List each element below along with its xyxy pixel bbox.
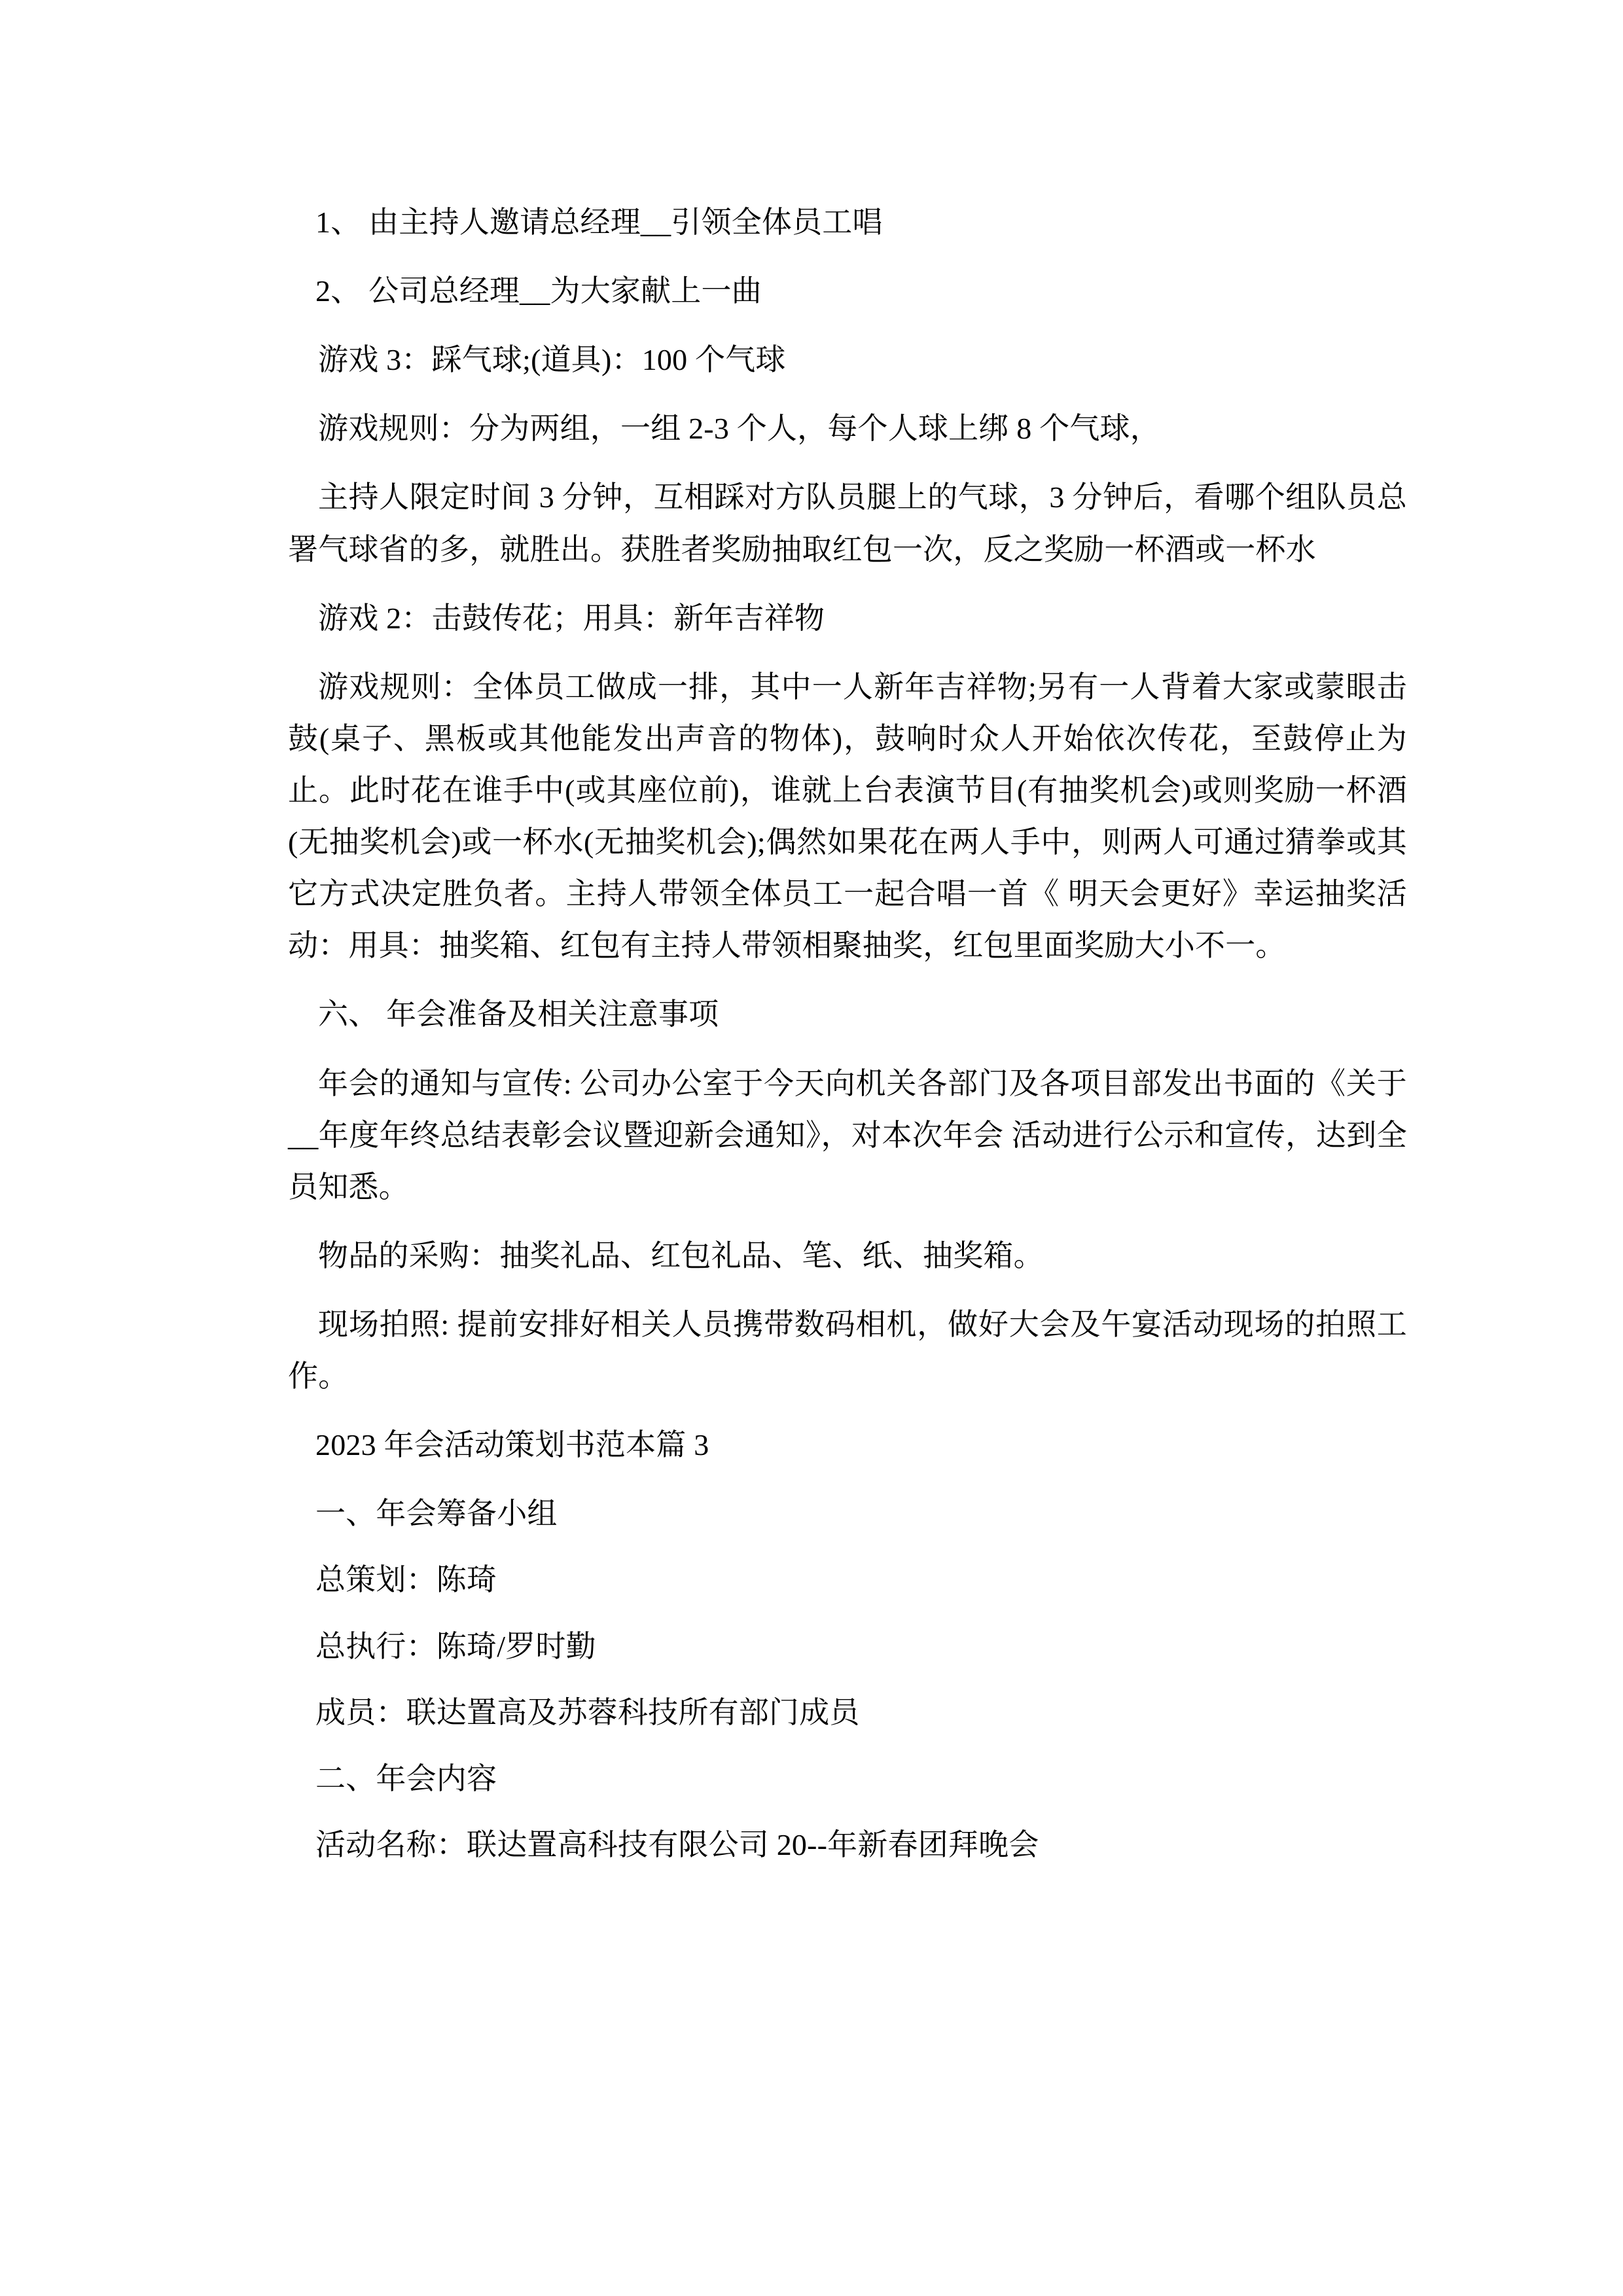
paragraph-4: 游戏规则：分为两组，一组 2-3 个人，每个人球上绑 8 个气球，	[318, 412, 1160, 446]
paragraph-5: 主持人限定时间 3 分钟，互相踩对方队员腿上的气球，3 分钟后，看哪个组队员总署气球省的多，就胜出。获胜者奖励抽取红包一次，反之奖励一杯酒或一杯水	[288, 480, 1407, 566]
paragraph-chief-executor: 总执行：陈琦/罗时勤	[315, 1629, 596, 1663]
paragraph-chief-planner: 总策划：陈琦	[315, 1563, 497, 1597]
document-body	[288, 196, 1407, 1871]
paragraph-1: 1、 由主持人邀请总经理__引领全体员工唱	[315, 206, 883, 239]
paragraph-activity-name: 活动名称：联达置高科技有限公司 20--年新春团拜晚会	[315, 1827, 1039, 1861]
paragraph-2: 2、 公司总经理__为大家献上一曲	[315, 274, 762, 308]
section-heading-one: 一、年会筹备小组	[315, 1497, 558, 1531]
paragraph-6: 游戏 2：击鼓传花；用具：新年吉祥物	[318, 601, 825, 635]
paragraph-11: 现场拍照: 提前安排好相关人员携带数码相机，做好大会及午宴活动现场的拍照工作。	[288, 1307, 1407, 1393]
section-heading-six: 六、 年会准备及相关注意事项	[318, 997, 719, 1031]
paragraph-3: 游戏 3：踩气球;(道具)：100 个气球	[318, 343, 786, 377]
paragraph-7: 游戏规则：全体员工做成一排，其中一人新年吉祥物;另有一人背着大家或蒙眼击鼓(桌子、黑板或其他能发出声音的物体)，鼓响时众人开始依次传花，至鼓停止为止。此时花在谁手中(或其座位前)，谁就上台表演节目(有抽奖机会)或则奖励一杯酒(无抽奖机会)或一杯水(无抽奖机会);偶然如果花在两人手中，则两人可通过猜拳或其它方式决定胜负者。主持人带领全体员工一起合唱一首《 明天会更好》幸运抽奖活动：用具：抽奖箱、红包有主持人带领相聚抽奖，红包里面奖励大小不一。	[288, 670, 1407, 963]
section-title-sample-3: 2023 年会活动策划书范本篇 3	[315, 1428, 709, 1462]
section-heading-two: 二、年会内容	[315, 1761, 497, 1795]
paragraph-9: 年会的通知与宣传: 公司办公室于今天向机关各部门及各项目部发出书面的《关于__年度年终总结表彰会议暨迎新会通知》，对本次年会 活动进行公示和宣传，达到全员知悉。	[288, 1066, 1407, 1204]
paragraph-10: 物品的采购：抽奖礼品、红包礼品、笔、纸、抽奖箱。	[318, 1238, 1044, 1272]
paragraph-members: 成员：联达置高及苏蓉科技所有部门成员	[315, 1695, 860, 1729]
